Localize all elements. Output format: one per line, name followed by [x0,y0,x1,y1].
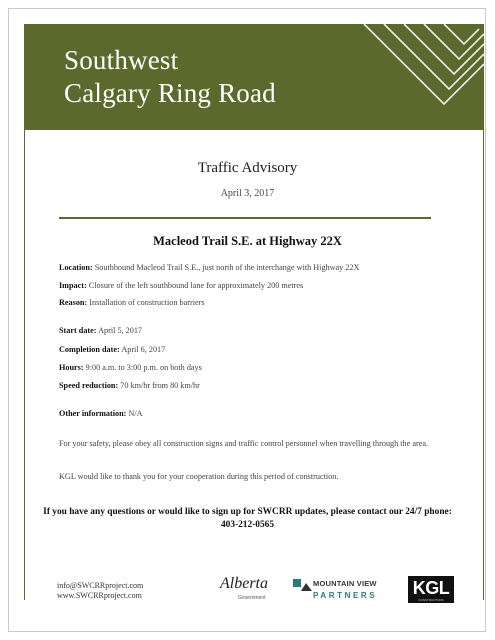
chevron-decoration-icon [294,24,484,130]
footer-website-link[interactable]: www.SWCRRproject.com [57,591,142,600]
partners-logo-text: PARTNERS [313,591,378,600]
mountain-view-partners-logo [293,577,403,603]
kgl-logo [408,576,454,603]
left-border-rule [24,130,25,600]
footer-email-link[interactable]: info@SWCRRproject.com [57,581,144,590]
right-border-rule [483,130,484,600]
thanks-paragraph: KGL would like to thank you for your cooperation during this period of construction. [59,472,339,481]
safety-paragraph: For your safety, please obey all construction signs and traffic control personnel when travelling through the area. [59,439,429,448]
hours-field [59,363,459,372]
completion-date-value: April 6, 2017 [121,345,166,354]
footer-contact [57,581,143,601]
other-information-field [59,409,459,418]
other-information-value: N/A [128,409,143,418]
header-banner [24,24,484,130]
speed-reduction-label: Speed reduction: [59,381,119,390]
project-title-line-2: Calgary Ring Road [64,78,276,108]
impact-label: Impact: [59,281,87,290]
start-date-label: Start date: [59,326,97,335]
reason-label: Reason: [59,298,88,307]
contact-callout: If you have any questions or would like to sign up for SWCRR updates, please contact our 24/7 phone: 403-212-0565 [43,507,452,530]
completion-date-field [59,345,459,354]
other-information-label: Other information: [59,409,127,418]
hours-label: Hours: [59,363,84,372]
mountain-view-logo-text: MOUNTAIN VIEW [313,579,377,588]
completion-date-label: Completion date: [59,345,120,354]
location-value: Southbound Macleod Trail S.E., just north of the interchange with Highway 22X [94,263,360,272]
section-divider [59,217,431,219]
alberta-logo [220,575,275,605]
alberta-logo-subtext: Government [238,595,266,601]
advisory-subject: Macleod Trail S.E. at Highway 22X [153,234,342,248]
start-date-field [59,326,459,335]
location-label: Location: [59,263,93,272]
advisory-heading: Traffic Advisory [197,160,298,176]
speed-reduction-value: 70 km/hr from 80 km/hr [120,381,200,390]
advisory-date: April 3, 2017 [220,188,275,199]
start-date-value: April 5, 2017 [98,326,143,335]
kgl-logo-text: KGL [412,578,450,598]
impact-value: Closure of the left southbound lane for approximately 200 metres [88,281,304,290]
speed-reduction-field [59,381,459,390]
reason-value: Installation of construction barriers [89,298,205,307]
location-field [59,263,459,272]
project-title-line-1: Southwest [64,45,179,75]
reason-field [59,298,459,307]
impact-field [59,281,459,290]
kgl-logo-subtext: CONSTRUCTORS [418,598,444,602]
alberta-logo-text: Alberta [220,575,268,592]
mountain-icon [293,579,312,591]
hours-value: 9:00 a.m. to 3:00 p.m. on both days [85,363,202,372]
project-title [64,44,276,110]
